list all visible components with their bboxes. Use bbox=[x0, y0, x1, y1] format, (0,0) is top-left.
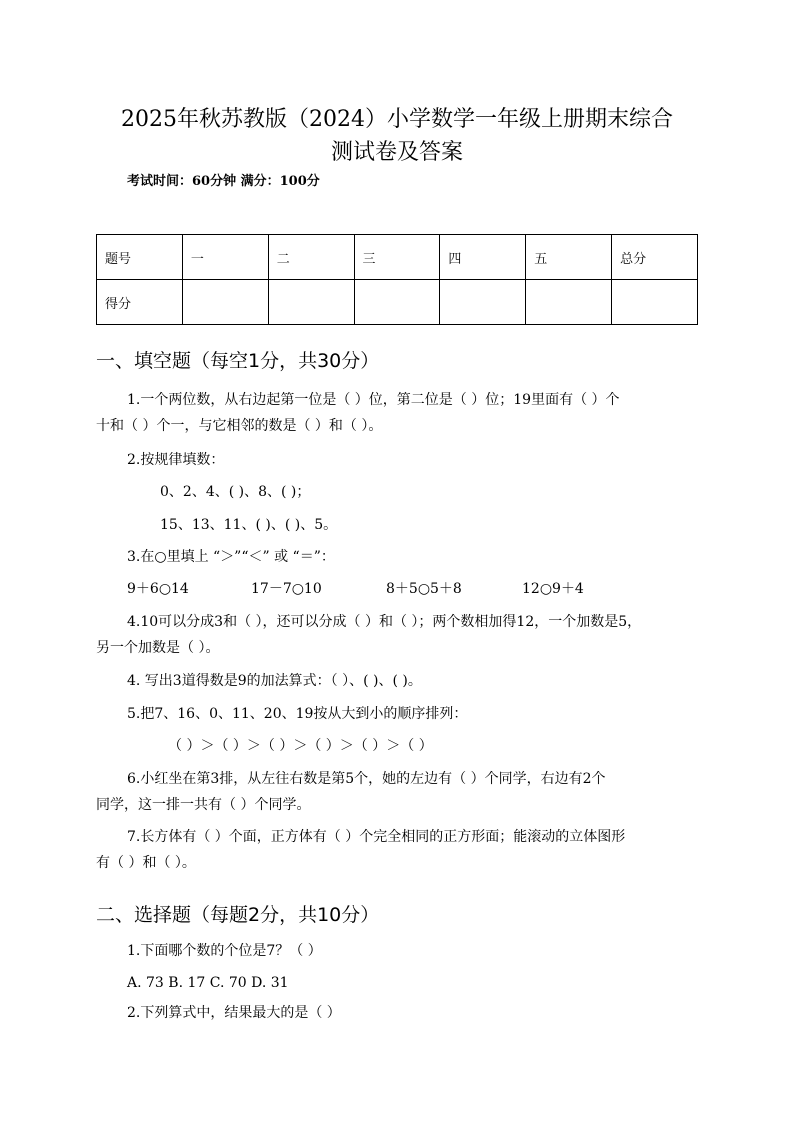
question-4-line-2: 另一个加数是（ ）。 bbox=[96, 640, 220, 656]
question-2-stem: 2.按规律填数： bbox=[127, 452, 225, 468]
question-3-stem: 3.在○里填上 “＞”“＜” 或 “＝”： bbox=[127, 549, 335, 565]
header-cell: 一 bbox=[182, 235, 268, 280]
score-cell[interactable] bbox=[268, 280, 354, 325]
score-table-header-row bbox=[97, 235, 698, 280]
document-title-line-2: 测试卷及答案 bbox=[330, 140, 463, 165]
question-4b: 4. 写出3道得数是9的加法算式：（ ）、( )、( )。 bbox=[127, 673, 422, 689]
header-cell: 五 bbox=[526, 235, 612, 280]
document-title-line-1: 2025年秋苏教版（2024）小学数学一年级上册期末综合 bbox=[121, 107, 673, 132]
score-table bbox=[96, 234, 698, 325]
question-1-line-2: 十和（ ）个一，与它相邻的数是（ ）和（ ）。 bbox=[96, 418, 383, 434]
question-7-line-2: 有（ ）和（ ）。 bbox=[96, 855, 196, 871]
header-cell: 二 bbox=[268, 235, 354, 280]
score-cell[interactable] bbox=[182, 280, 268, 325]
choice-question-2-stem: 2.下列算式中，结果最大的是（ ） bbox=[127, 1005, 341, 1021]
score-cell[interactable] bbox=[440, 280, 526, 325]
question-6-line-2: 同学，这一排一共有（ ）个同学。 bbox=[96, 797, 311, 813]
score-cell[interactable] bbox=[526, 280, 612, 325]
section2-heading: 二、选择题（每题2分，共10分） bbox=[96, 904, 380, 926]
question-7-line-1: 7.长方体有（ ）个面，正方体有（ ）个完全相同的正方形面；能滚动的立体图形 bbox=[127, 829, 626, 845]
question-5-blanks: （ ）＞（ ）＞（ ）＞（ ）＞（ ）＞（ ） bbox=[168, 738, 433, 754]
question-4-line-1: 4.10可以分成3和（ ），还可以分成（ ）和（ ）；两个数相加得12，一个加数是5， bbox=[127, 614, 642, 630]
question-2-sequence-1: 0、2、4、( )、8、( )； bbox=[160, 484, 311, 500]
header-cell: 总分 bbox=[612, 235, 698, 280]
question-2-sequence-2: 15、13、11、( )、( )、5。 bbox=[160, 517, 338, 533]
header-cell: 三 bbox=[354, 235, 440, 280]
row-label-cell: 得分 bbox=[97, 280, 183, 325]
question-5-stem: 5.把7、16、0、11、20、19按从大到小的顺序排列： bbox=[127, 706, 468, 722]
comparison-item: 8＋5○5＋8 bbox=[386, 581, 462, 597]
comparison-item: 17－7○10 bbox=[251, 581, 322, 597]
comparison-item: 12○9＋4 bbox=[522, 581, 584, 597]
choice-question-1-options: A. 73 B. 17 C. 70 D. 31 bbox=[127, 975, 289, 991]
choice-question-1-stem: 1.下面哪个数的个位是7？（ ） bbox=[127, 943, 322, 959]
question-6-line-1: 6.小红坐在第3排，从左往右数是第5个，她的左边有（ ）个同学，右边有2个 bbox=[127, 771, 606, 787]
header-cell: 四 bbox=[440, 235, 526, 280]
exam-info: 考试时间：60分钟 满分：100分 bbox=[127, 174, 320, 189]
question-1-line-1: 1.一个两位数，从右边起第一位是（ ）位，第二位是（ ）位；19里面有（ ）个 bbox=[127, 392, 620, 408]
score-cell[interactable] bbox=[612, 280, 698, 325]
score-cell[interactable] bbox=[354, 280, 440, 325]
score-table-score-row bbox=[97, 280, 698, 325]
header-cell: 题号 bbox=[97, 235, 183, 280]
section1-heading: 一、填空题（每空1分，共30分） bbox=[96, 350, 380, 372]
comparison-item: 9＋6○14 bbox=[127, 581, 189, 597]
